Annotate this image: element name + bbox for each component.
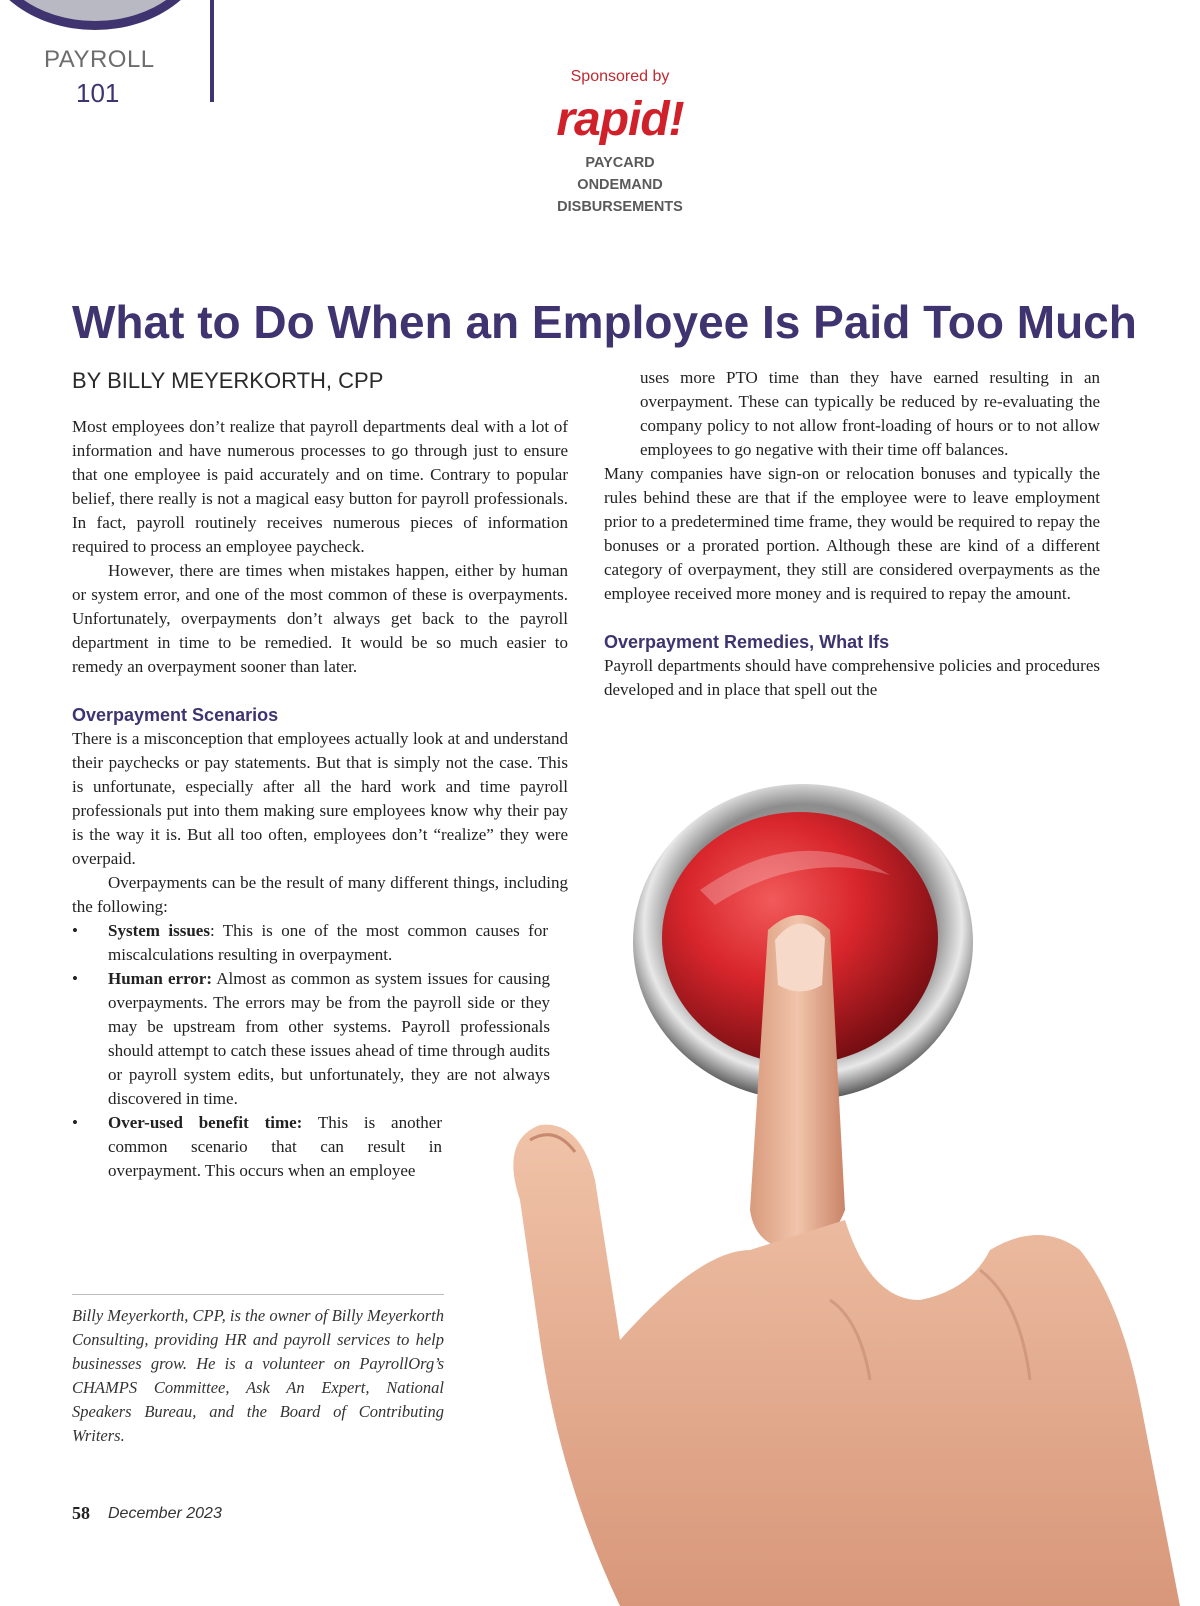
subheading-remedies: Overpayment Remedies, What Ifs [604, 632, 890, 652]
sponsor-line: PAYCARD [585, 155, 655, 171]
hand [513, 1125, 1180, 1606]
left-column [72, 415, 568, 1183]
list-item-text: This is another common scenario that can result in overpayment. This occurs when an employee [108, 1113, 443, 1180]
paragraph: However, there are times when mistakes happen, either by human or system error, and one of the most common of these is overpayments. Unfortunately, overpayments don’t always get back to the payroll department in time to be remedied. It would be so much easier to remedy an overpayment sooner than later. [72, 561, 568, 676]
section-badge-bar [210, 0, 214, 102]
sponsor-lines [520, 152, 720, 218]
right-column [604, 366, 1100, 702]
bio-divider [72, 1294, 444, 1295]
article-byline: BY BILLY MEYERKORTH, CPP [72, 368, 384, 393]
author-bio: Billy Meyerkorth, CPP, is the owner of Billy Meyerkorth Consulting, providing HR and payroll services to help businesses grow. He is a volunteer on PayrollOrg’s CHAMPS Committee, Ask An Expert, National Speakers Bureau, and the Board of Contributing Writers. [72, 1306, 444, 1445]
red-button-finger-illustration [500, 780, 1180, 1606]
sponsor-line: ONDEMAND [577, 177, 663, 193]
section-badge-arc [0, 0, 210, 30]
list-item [72, 967, 550, 1111]
list-item-term: System issues [108, 921, 210, 940]
list-item [72, 1111, 442, 1183]
overpayment-causes-list [72, 919, 568, 1183]
section-number: 101 [76, 78, 120, 108]
sponsor-logo: rapid! [556, 93, 684, 146]
paragraph: Overpayments can be the result of many different things, including the following: [72, 873, 568, 916]
subheading-scenarios: Overpayment Scenarios [72, 705, 279, 725]
list-item-text: Almost as common as system issues for causing overpayments. The errors may be from the payroll side or they may be upstream from other systems. Payroll professionals should attempt to catch these issues ahead of time through audits or payroll system edits, but unfortunately, they are not always discovered in time. [108, 969, 550, 1108]
paragraph: There is a misconception that employees actually look at and understand their paychecks or pay statements. But that is simply not the case. This is unfortunate, especially after all the hard work and time payroll professionals put into them making sure employees know why their pay is the way it is. But all too often, employees don’t “realize” they were overpaid. [72, 729, 568, 868]
sponsor-label: Sponsored by [570, 68, 670, 85]
paragraph: Many companies have sign-on or relocation bonuses and typically the rules behind these are that if the employee were to leave employment prior to a predetermined time frame, they would be required to repay the bonuses or a prorated portion. Although these are kind of a different category of overpayment, they still are considered overpayments as the employee received more money and is required to repay the amount. [604, 464, 1100, 603]
section-label: PAYROLL [44, 46, 155, 73]
list-item-text: This is one of the most common causes for miscalculations resulting in overpayment. [108, 921, 548, 964]
paragraph: Payroll departments should have comprehensive policies and procedures developed and in place that spell out the [604, 656, 1100, 699]
paragraph: Most employees don’t realize that payroll departments deal with a lot of information and have numerous processes to go through just to ensure that one employee is paid accurately and on time. Contrary to popular belief, there really is not a magical easy button for payroll professionals. In fact, payroll routinely receives numerous pieces of information required to process an employee paycheck. [72, 417, 568, 556]
sponsor-block [520, 68, 720, 218]
sponsor-line: DISBURSEMENTS [557, 199, 683, 215]
issue-date: December 2023 [108, 1505, 222, 1522]
article-title: What to Do When an Employee Is Paid Too Much [72, 296, 1137, 348]
list-item-term: Human error: [108, 969, 213, 988]
list-item-term: Over-used benefit time: [108, 1113, 303, 1132]
list-item-sep: : [209, 921, 215, 940]
page-number: 58 [72, 1503, 90, 1523]
list-item [72, 919, 548, 967]
bullet-continuation: uses more PTO time than they have earned resulting in an overpayment. These can typically be reduced by re-evaluating the company policy to not allow front-loading of hours or to not allow employees to go negative with their time off balances. [640, 368, 1100, 459]
